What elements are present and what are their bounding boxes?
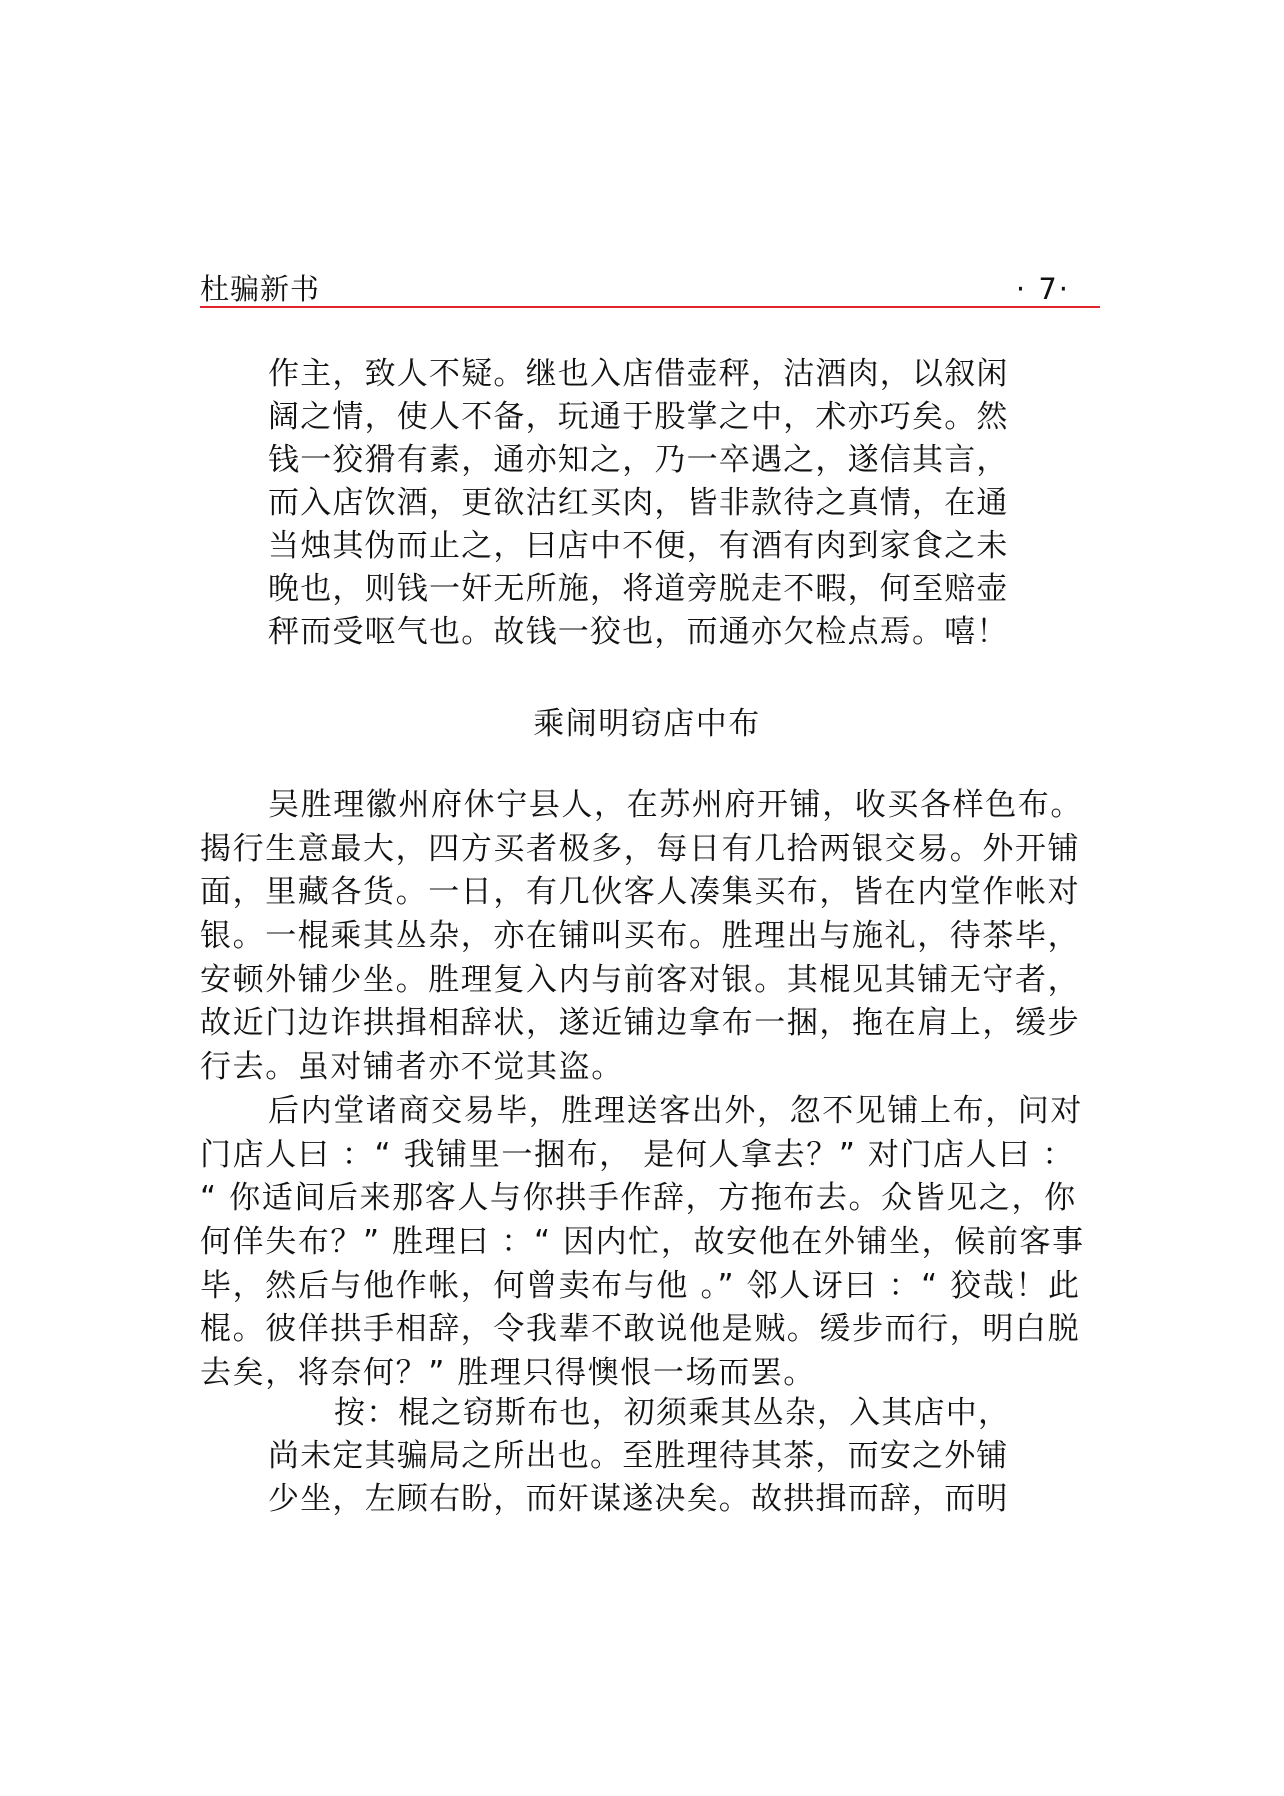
text-line: 棍。彼佯拱手相辞，令我辈不敢说他是贼。缓步而行，明白脱: [200, 1311, 1081, 1348]
text-line: 安顿外铺少坐。胜理复入内与前客对银。其棍见其铺无守者，: [200, 961, 1081, 998]
running-head: [200, 270, 1100, 308]
text-line: 门店人曰 ：“ 我铺里一捆布， 是何人拿去？” 对门店人曰 ：: [200, 1136, 1075, 1173]
text-line: “ 你适间后来那客人与你拱手作辞，方拖布去。众皆见之，你: [200, 1180, 1077, 1217]
text-line: 秤而受呕气也。故钱一狡也，而通亦欠检点焉。嘻！: [268, 614, 1009, 650]
page-number: · 7·: [1015, 272, 1070, 306]
text-line: 揭行生意最大，四方买者极多，每日有几拾两银交易。外开铺: [200, 830, 1081, 867]
text-line: 后内堂诸商交易毕，胜理送客出外，忽不见铺上布，问对: [268, 1093, 1083, 1129]
text-line: 吴胜理徽州府休宁县人，在苏州府开铺，收买各样色布。: [268, 787, 1083, 823]
text-line: 行去。虽对铺者亦不觉其盗。: [200, 1049, 624, 1086]
commentary: [268, 1392, 1048, 1521]
text-line: 何佯失布？” 胜理曰 ：“ 因内忙，故安他在外铺坐，候前客事: [200, 1224, 1085, 1261]
text-line: 而入店饮酒，更欲沽红买肉，皆非款待之真情，在通: [268, 485, 1009, 521]
book-title: 杜骗新书: [200, 272, 321, 306]
text-line: 作主，致人不疑。继也入店借壶秤，沽酒肉，以叙闲: [268, 356, 1009, 392]
text-line: 当烛其伪而止之，曰店中不便，有酒有肉到家食之未: [268, 528, 1009, 564]
text-line: 银。一棍乘其丛杂，亦在铺叫买布。胜理出与施礼，待茶毕，: [200, 918, 1081, 955]
text-line: 去矣，将奈何？” 胜理只得懊恨一场而罢。: [200, 1355, 816, 1392]
text-line: 故近门边诈拱揖相辞状，遂近铺边拿布一捆，拖在肩上，缓步: [200, 1005, 1081, 1042]
story-paragraph-2: [200, 1090, 1100, 1396]
text-line: 面，里藏各货。一日，有几伙客人凑集买布，皆在内堂作帐对: [200, 874, 1081, 911]
text-line: 钱一狡猾有素，通亦知之，乃一卒遇之，遂信其言，: [268, 442, 1009, 478]
commentary-continued: [268, 353, 1048, 654]
story-paragraph-1: [200, 784, 1100, 1090]
text-line: 尚未定其骗局之所出也。至胜理待其茶，而安之外铺: [268, 1438, 1009, 1474]
text-line: 阔之情，使人不备，玩通于股掌之中，术亦巧矣。然: [268, 399, 1009, 435]
text-line: 毕，然后与他作帐，何曾卖布与他 。” 邻人讶曰 ：“ 狡哉！此: [200, 1267, 1081, 1304]
text-line: 少坐，左顾右盼，而奸谋遂决矣。故拱揖而辞，而明: [268, 1481, 1009, 1517]
text-line: 按：棍之窃斯布也，初须乘其丛杂，入其店中，: [334, 1395, 1011, 1431]
text-line: 晚也，则钱一奸无所施，将道旁脱走不暇，何至赔壶: [268, 571, 1009, 607]
story-title: 乘闹明窃店中布: [533, 706, 761, 742]
header-rule: [200, 306, 1100, 308]
